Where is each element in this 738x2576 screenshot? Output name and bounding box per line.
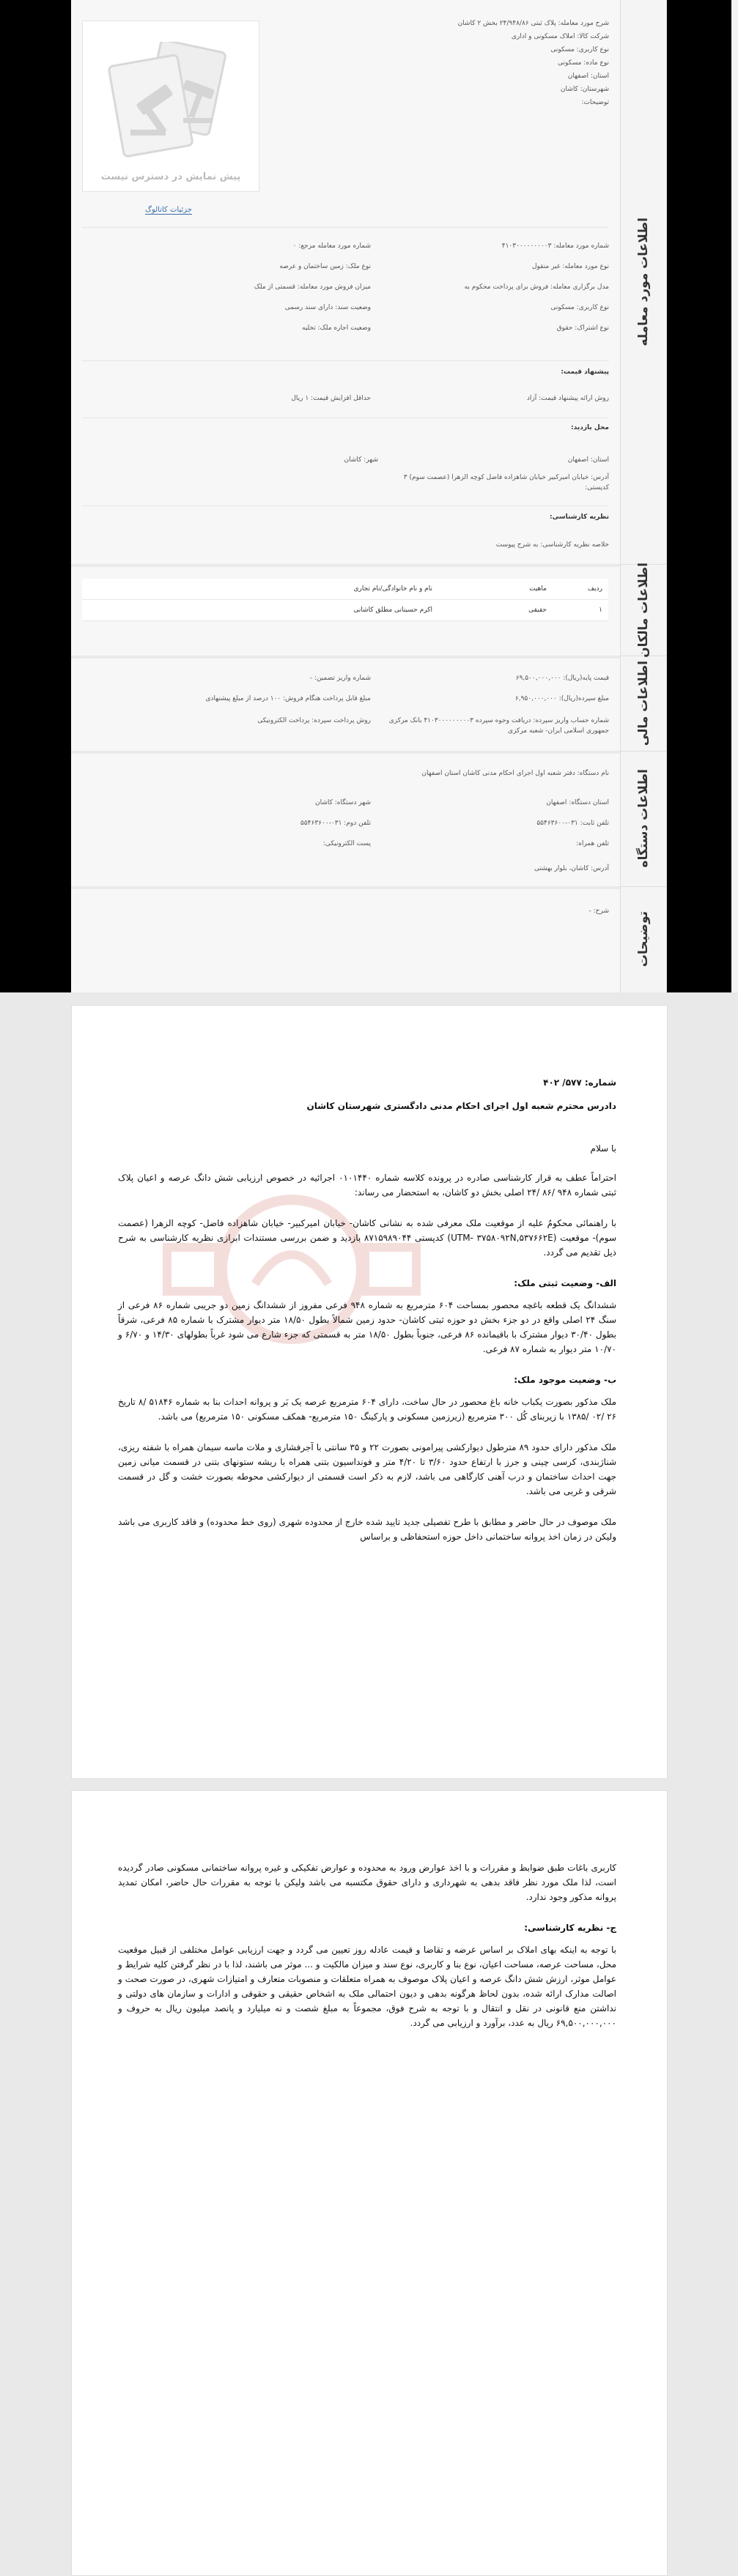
section-gap [71,656,620,658]
section-gap [71,564,620,567]
letter-paragraph: کاربری باغات طبق ضوابط و مقررات و با اخذ عوارض ورود به محدوده و عوارض تفکیکی و غیره پروانه ساختمانی مسکونی صادر گردیده است، لذا ملک مورد نظر فاقد بدهی به شهرداری و دارای حقوق مکتسبه می باشد ولیکن با توجه به مقررات حال حاضر، امکان تمدید پروانه مذکور وجود ندارد. [118,1863,616,1902]
deal-field: وضعیت اجاره ملک: تخلیه [301,324,371,332]
guarantee-number: شماره واریز تضمین: - [309,675,371,682]
document-page-2 [71,1790,668,2576]
divider [82,505,609,506]
listing-panel [71,0,620,992]
agency-phone: تلفن ثابت: ۰۳۱-۵۵۴۶۳۶۰۰ [536,820,609,827]
no-image-caption: پیش نمایش در دسترس نیست [100,171,241,182]
tab-owners[interactable] [621,564,666,656]
letter-paragraph: احتراماً عطف به قرار کارشناسی صادره در پرونده کلاسه شماره ۰۱۰۱۴۴۰ اجرائیه در خصوص ارزیابی شش دانگ عرصه و اعیان پلاک ثبتی شماره ۹۴۸ /۸۶ /۲۴ اصلی بخش دو کاشان، به استحضار می رساند: [118,1173,617,1198]
divider [82,227,609,228]
letter-body [118,1075,616,1560]
column-header: ردیف [553,579,608,600]
right-strip [731,0,738,992]
table-cell: ۱ [553,600,608,621]
letter-paragraph: با توجه به اینکه بهای املاک بر اساس عرضه و تقاضا و قیمت عادله روز تعیین می گردد و جهت ارزیابی عوامل مختلفی از قبیل موقعیت محل، مساحت عرصه، مساحت اعیان، نوع بنا و کاربری، نوع سند و میزان مالکیت و ... موثر می باشند، لذا با در نظر گرفتن کلیه شرایط و عوامل موثر، ارزش شش دانگ عرصه و اعیان پلاک موصوف به همراه متعلقات و منصوبات متعارف و امتیازات شهری، در صورت صحت و اصالت مدارک ارائه شده، بدون لحاظ هرگونه بدهی و دیون احتمالی ملک به اشخاص حقیقی و حقوقی و ادارات و سازمان های دولتی و نداشتن منع قانونی در نقل و انتقال و با توجه به شرح فوق، مجموعاً به مبلغ شصت و نه میلیارد و پانصد میلیون ریال به حروف و ۶۹,۵۰۰,۰۰۰,۰۰۰ ریال به عدد، برآورد و ارزیابی می گردد. [118,1945,616,2028]
letter-paragraph: ملک مذکور دارای حدود ۸۹ مترطول دیوارکشی پیرامونی بصورت ۲۲ و ۳۵ سانتی با آجرفشاری و ملات ماسه سیمان همراه با شفته ریزی، شناژبندی، کرسی چینی و جرز با ارتفاع حدود ۳/۶۰ تا ۴/۲۰ متر و فونداسیون بتنی همراه با ریشه ستونهای بتنی در قسمت میانی زمین جهت احداث ساختمان و درب آهنی کارگاهی می باشد، لازم به ذکر است قسمتی از دیوارکشی محوطه بصورت خشت و گل در قسمت شرقی و غربی می باشد. [118,1442,617,1496]
agency-phone-2: تلفن دوم: ۰۳۱-۵۵۴۶۳۶۰۰ [300,820,371,827]
tab-label: توضیحات [636,911,651,968]
address-field: آدرس: خیابان امیرکبیر خیابان شاهزاده فاضل کوچه الزهرا (عصمت سوم) ۳ [403,474,609,481]
deposit-amount: مبلغ سپرده(ریال): ۶,۹۵۰,۰۰۰,۰۰۰ [514,695,609,702]
section-heading: ج- نظریه کارشناسی: [524,1923,616,1933]
letter-paragraph: ملک مذکور بصورت یکباب خانه باغ محصور در حال ساخت، دارای ۶۰۴ مترمربع عرصه یک بَر و پروانه احداث بنا به شماره ۵۱۸۴۶ /۸ تاریخ ۲۶ /۰۲ /۱۳۸۵ با زیربنای کُل ۳۰۰ مترمربع (زیرزمین مسکونی و پارکینگ ۱۵۰ مترمربع- همکف مسکونی ۱۵۰ مترمربع) می باشد. [118,1397,616,1422]
deal-field: مدل برگزاری معامله: فروش برای پرداخت محکوم به [464,283,609,291]
letter-number: شماره: ۵۷۷/ ۴۰۲ [543,1077,616,1088]
divider [82,360,609,361]
agency-address: آدرس: کاشان، بلوار بهشتی [534,865,609,872]
table-row [82,600,608,621]
province-field: استان: اصفهان [567,456,609,464]
table-cell: اکرم حسینانی مطلق کاشانی [82,600,438,621]
deal-field: شماره مورد معامله: ۴۱۰۳۰۰۰۰۰۰۰۰۰۳ [501,242,609,250]
payable-amount: مبلغ قابل پرداخت هنگام فروش: ۱۰۰ درصد از مبلغ پیشنهادی [205,695,371,702]
deal-field: میزان فروش مورد معامله: قسمتی از ملک [254,283,371,291]
agency-mobile: تلفن همراه: [576,840,609,847]
offers-title: پیشنهاد قیمت: [561,368,609,376]
table-header-row [82,579,608,600]
deal-summary-line: استان: اصفهان [567,73,609,80]
section-gap [71,886,620,889]
column-header: نام و نام خانوادگی/نام تجاری [82,579,438,600]
expert-title: نظریه کارشناسی: [550,513,609,521]
deal-summary-line: نوع ماده: مسکونی [557,59,609,67]
section-heading: الف- وضعیت ثبتی ملک: [514,1278,616,1288]
agency-city: شهر دستگاه: کاشان [314,799,371,806]
section-tabs [620,0,667,992]
letter-paragraph: ملک موصوف در حال حاضر و مطابق با طرح تفصیلی جدید تایید شده خارج از محدوده شهری (روی خط محدوده) و فاقد کاربری می باشد ولیکن در زمان اخذ پروانه ساختمانی داخل حوزه استحفاظی و براساس [118,1517,616,1542]
tab-label: اطلاعات مالی [636,660,651,746]
deal-summary-line: نوع کاربری: مسکونی [550,46,609,53]
tab-label: اطلاعات مورد معامله [636,218,651,346]
deal-field: نوع مورد معامله: غیر منقول [531,263,609,270]
image-preview [82,21,259,192]
column-header: ماهیت [438,579,553,600]
offer-method: روش ارائه پیشنهاد قیمت: آزاد [526,395,609,402]
section-heading: ب- وضعیت موجود ملک: [514,1375,616,1385]
letter-greeting: با سلام [590,1143,616,1154]
tab-notes[interactable] [621,886,666,992]
section-gap [71,751,620,754]
deal-summary-line: شرح مورد معامله: پلاک ثبتی ۲۴/۹۴۸/۸۶ بخش ۲ کاشان [457,20,609,27]
base-price: قیمت پایه(ریال): ۶۹,۵۰۰,۰۰۰,۰۰۰ [515,675,609,682]
letter-recipient: دادرس محترم شعبه اول اجرای احکام مدنی دادگستری شهرستان کاشان [306,1101,616,1111]
tab-label: اطلاعات مالکان [636,562,651,658]
city-field: شهر: کاشان [344,456,378,464]
agency-name: نام دستگاه: دفتر شعبه اول اجرای احکام مدنی کاشان استان اصفهان [421,770,609,777]
divider [82,417,609,418]
tab-agency[interactable] [621,751,666,887]
catalog-details-link[interactable]: جزئیات کاتالوگ [145,206,192,214]
deal-field: وضعیت سند: دارای سند رسمی [284,304,371,311]
tab-deal-info[interactable] [621,0,666,565]
expert-summary: خلاصه نظریه کارشناسی: به شرح پیوست [495,541,609,549]
agency-province: استان دستگاه: اصفهان [546,799,609,806]
owners-table [82,579,608,621]
agency-email: پست الکترونیکی: [322,840,371,847]
notes-text: شرح: - [588,907,609,915]
gavel-icon [101,42,233,159]
deposit-account-bank: جمهوری اسلامی ایران- شعبه مرکزی [508,727,609,735]
tab-label: اطلاعات دستگاه [636,769,651,868]
letter-paragraph: ششدانگ یک قطعه باغچه محصور بمساحت ۶۰۴ مترمربع به شماره ۹۴۸ فرعی مفروز از ششدانگ زمین دو جریبی شماره ۸۶ فرعی از سنگ ۲۴ اصلی واقع در دو جزء بخش دو حوزه ثبتی کاشان- حدود زمین شمالاً بطول ۱۸/۵۰ متر دیوار مشترک با شماره ۸۵ فرعی، شرقاً بطول ۳۰/۴۰ دیوار مشترک با باقیمانده ۸۶ فرعی، جنوباً بطول ۱۸/۵۰ متر به قسمتی که جزء شارع می شود غرباً بطولهای ۱۴/۳۰ و ۶/۷۰ و ۱۰/۷۰ متر دیوار به شماره ۸۷ فرعی. [118,1300,616,1354]
deal-field: نوع کاربری: مسکونی [550,304,609,311]
deal-field: نوع اشتراک: حقوق [556,324,609,332]
deal-field: نوع ملک: زمین ساختمان و عرصه [279,263,371,270]
document-page-1 [71,1005,668,1779]
deposit-account: شماره حساب واریز سپرده: دریافت وجوه سپرده ۴۱۰۳۰۰۰۰۰۰۰۰۰۳ بانک مرکزی [388,717,609,724]
deal-field: شماره مورد معامله مرجع: ۰ [292,242,371,250]
deal-summary-line: توضیحات: [581,99,609,106]
letter-body-continued [118,1860,616,2046]
payment-method: روش پرداخت سپرده: پرداخت الکترونیکی [257,717,371,724]
min-increase: حداقل افزایش قیمت: ۱ ریال [291,395,371,402]
deal-summary-line: شهرستان: کاشان [560,86,609,93]
deal-summary-line: شرکت کالا: املاک مسکونی و اداری [511,33,609,40]
letter-paragraph: با راهنمائی محکومٌ علیه از موقعیت ملک معرفی شده به نشانی کاشان- خیابان امیرکبیر- خیابان شاهزاده فاضل- کوچه الزهرا (عصمت سوم)- موقعیت (UTM- ۳۷۵۸۰۹۲N,۵۳۷۶۶۲E) کدپستی ۸۷۱۵۹۸۹۰۴۴ بازدید و ضمن بررسی مستندات ابرازی نظریه کارشناسی به شرح ذیل تقدیم می گردد. [118,1218,617,1258]
postal-code-field: کدپستی: [585,484,609,491]
tab-financial[interactable] [621,656,666,751]
table-cell: حقیقی [438,600,553,621]
location-title: محل بازدید: [571,424,609,431]
